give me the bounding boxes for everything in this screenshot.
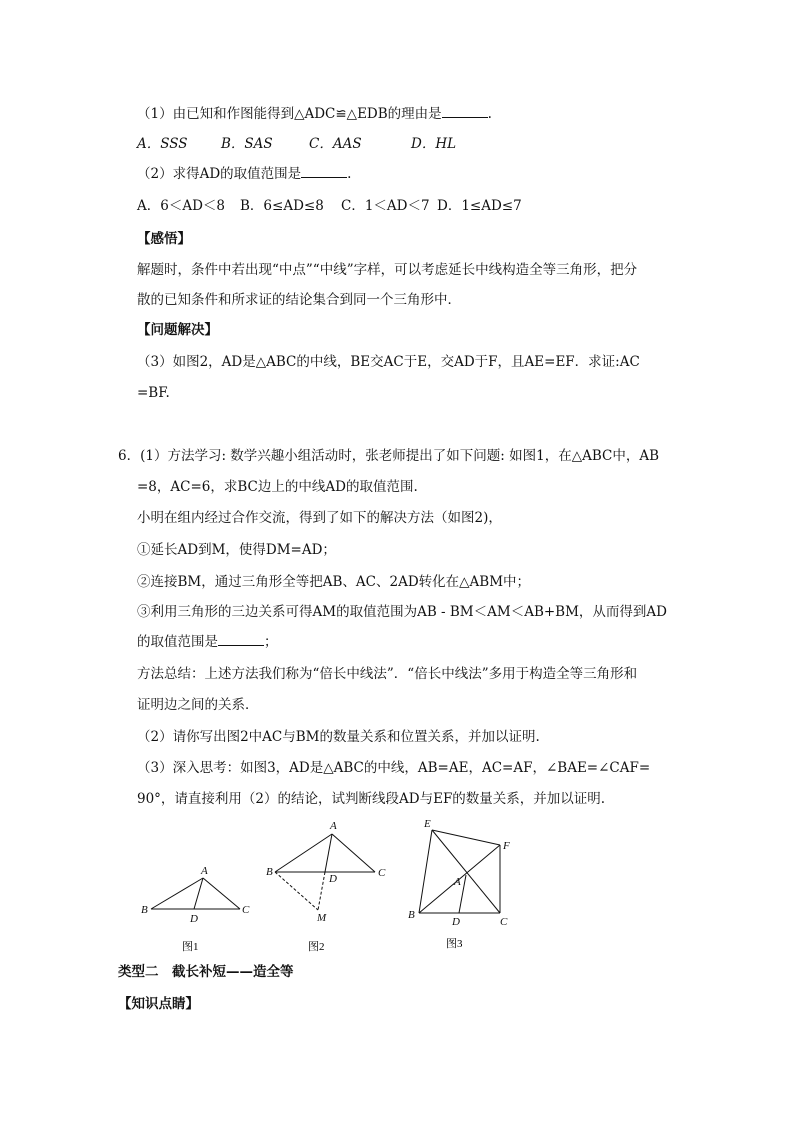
fig3-caption: 图3: [446, 938, 463, 950]
fig3-label-a: A: [454, 876, 461, 888]
fig2-label-d: D: [329, 873, 337, 885]
fig3-label-c: C: [500, 916, 508, 928]
q5-part1-text: （1）由已知和作图能得到△ADC≌△EDB的理由是: [137, 106, 442, 122]
figure-2: [275, 834, 375, 910]
option-c: C．1＜AD＜7: [341, 198, 430, 214]
answer-blank: [442, 104, 488, 118]
fig3-label-d: D: [452, 916, 460, 928]
option-a: A．6＜AD＜8: [137, 198, 226, 214]
q6-part2: （2）请你写出图2中AC与BM的数量关系和位置关系，并加以证明.: [137, 729, 540, 745]
option-b: B．6≤AD≤8: [240, 198, 324, 214]
q5-part2-text: （2）求得AD的取值范围是: [137, 166, 302, 182]
q6-step3: ③利用三角形的三边关系可得AM的取值范围为AB - BM＜AM＜AB+BM，从而得到AD: [137, 604, 667, 620]
fig2-side-ab: [275, 834, 332, 872]
fig2-segment-bm: [275, 872, 318, 910]
insight-text-2: 散的已知条件和所求证的结论集合到同一个三角形中．: [137, 292, 461, 308]
q6-step3-cont-text: 的取值范围是: [137, 634, 218, 650]
insight-heading: 【感悟】: [137, 231, 191, 247]
option-d: D．1≤AD≤7: [437, 198, 522, 214]
q6-step1: ①延长AD到M，使得DM=AD；: [137, 542, 336, 558]
geometry-figures: [130, 815, 690, 960]
fig1-label-b: B: [141, 904, 148, 916]
figure-1: [151, 878, 240, 909]
fig3-label-b: B: [408, 909, 415, 921]
type2-heading: 类型二 截长补短——造全等: [118, 964, 294, 980]
option-d: D．HL: [411, 136, 457, 152]
answer-blank: [301, 164, 347, 178]
fig2-side-ac: [332, 834, 375, 872]
q5-part1-end: .: [487, 106, 492, 122]
fig2-caption: 图2: [308, 941, 325, 953]
q6-summary-1: 方法总结：上述方法我们称为“倍长中线法”．“倍长中线法”多用于构造全等三角形和: [137, 666, 638, 682]
figure-3: [419, 830, 500, 913]
figures-area: [130, 815, 690, 960]
fig1-label-d: D: [190, 913, 198, 925]
option-a: A．SSS: [137, 136, 188, 152]
fig2-label-a: A: [330, 820, 337, 832]
answer-blank: [218, 632, 264, 646]
q5-part3-line1: （3）如图2，AD是△ABC的中线，BE交AC于E，交AD于F，且AE=EF．求证:AC: [137, 354, 640, 370]
q6-summary-2: 证明边之间的关系．: [137, 697, 259, 713]
fig3-label-e: E: [424, 818, 431, 830]
knowledge-heading: 【知识点睛】: [118, 996, 199, 1012]
fig1-label-c: C: [242, 904, 250, 916]
q5-part3-line2: =BF.: [137, 385, 170, 401]
fig2-label-m: M: [317, 912, 327, 924]
solve-heading: 【问题解决】: [137, 322, 218, 338]
q5-part2-end: .: [347, 166, 352, 182]
q5-part2: [137, 164, 351, 184]
fig3-label-f: F: [503, 840, 510, 852]
insight-text-1: 解题时，条件中若出现“中点”“中线”字样，可以考虑延长中线构造全等三角形，把分: [137, 262, 638, 278]
fig2-label-b: B: [266, 866, 273, 878]
fig1-caption: 图1: [182, 941, 199, 953]
option-c: C．AAS: [309, 136, 362, 152]
q6-step2: ②连接BM，通过三角形全等把AB、AC、2AD转化在△ABM中；: [137, 574, 531, 590]
q6-line2: =8，AC=6，求BC边上的中线AD的取值范围.: [137, 479, 418, 495]
q6-line3: 小明在组内经过合作交流，得到了如下的解决方法（如图2)，: [137, 510, 502, 526]
q6-step3-cont-end: ；: [264, 634, 278, 650]
fig1-label-a: A: [201, 865, 208, 877]
q6-part3-line1: （3）深入思考：如图3，AD是△ABC的中线，AB=AE，AC=AF，∠BAE=∠CAF=: [137, 760, 651, 776]
q6-line1: 6．(1）方法学习: 数学兴趣小组活动时，张老师提出了如下问题: 如图1，在△ABC中，AB: [118, 448, 660, 464]
fig2-extension-dm: [318, 872, 325, 910]
option-b: B．SAS: [221, 136, 273, 152]
fig3-side-be: [419, 830, 432, 913]
fig1-side-ac: [203, 878, 240, 909]
q6-step3-cont: [137, 632, 278, 652]
fig2-label-c: C: [378, 867, 386, 879]
fig2-median-ad: [325, 834, 332, 872]
q5-part1: [137, 104, 492, 124]
q6-part3-line2: 90°，请直接利用（2）的结论，试判断线段AD与EF的数量关系，并加以证明.: [137, 791, 606, 807]
